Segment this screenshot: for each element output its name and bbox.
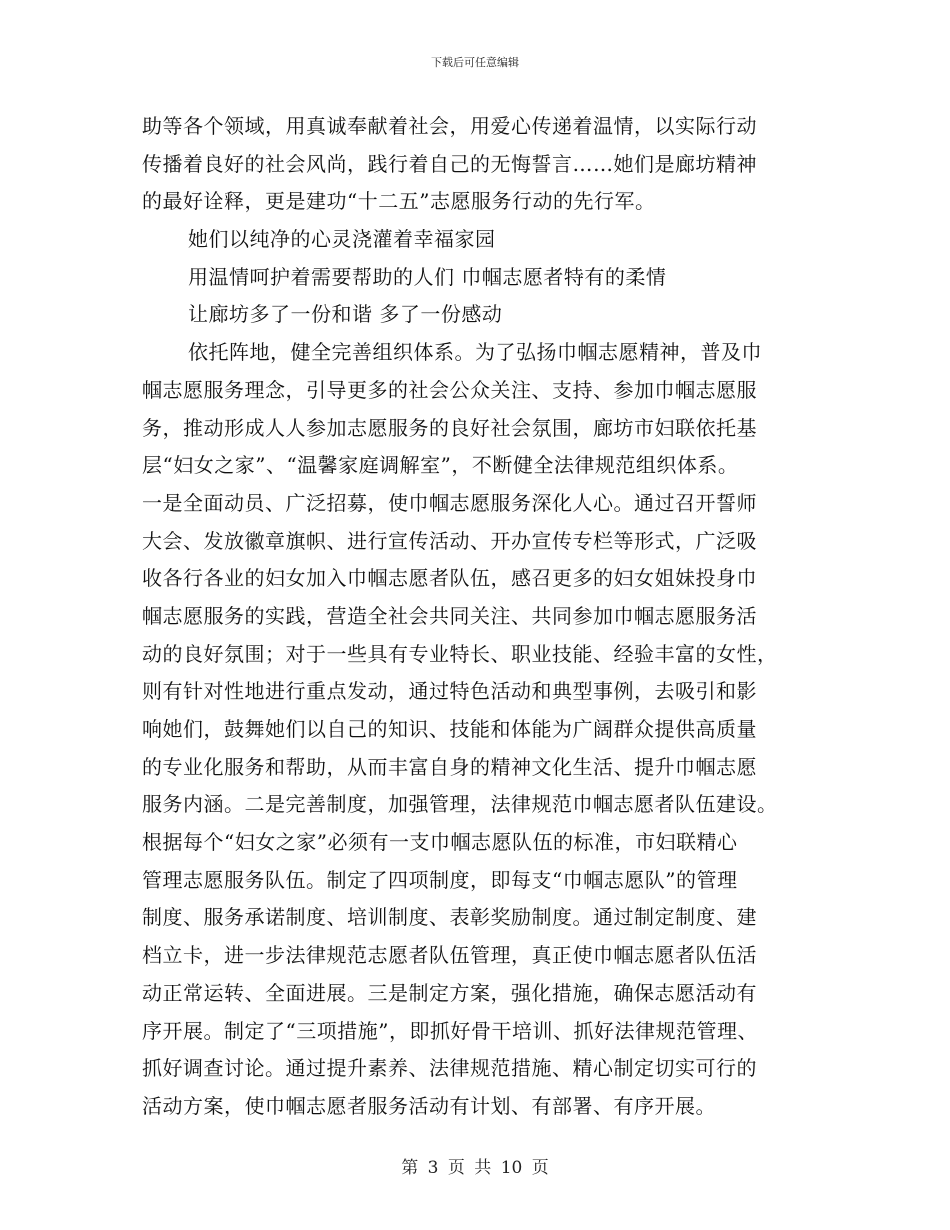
- page-header: 下载后可任意编辑: [431, 56, 519, 69]
- text-line: 动正常运转、全面进展。三是制定方案，强化措施，确保志愿活动有: [142, 980, 757, 1005]
- text-line: 则有针对性地进行重点发动，通过特色活动和典型事例，去吸引和影: [142, 679, 757, 704]
- text-line: 响她们，鼓舞她们以自己的知识、技能和体能为广阔群众提供高质量: [142, 717, 757, 741]
- text-line: 根据每个“妇女之家”必须有一支巾帼志愿队伍的标准，市妇联精心: [142, 830, 738, 855]
- text-line: 她们以纯净的心灵浇灌着幸福家园: [188, 227, 496, 252]
- text-line: 让廊坊多了一份和谐 多了一份感动: [188, 302, 503, 327]
- page-footer: 第 3 页 共 10 页: [401, 1158, 549, 1178]
- text-line: 的专业化服务和帮助，从而丰富自身的精神文化生活、提升巾帼志愿: [142, 754, 757, 779]
- text-line: 大会、发放徽章旗帜、进行宣传活动、开办宣传专栏等形式，广泛吸: [142, 528, 757, 553]
- text-line: 的最好诠释，更是建功“十二五”志愿服务行动的先行军。: [142, 189, 656, 214]
- text-line: 抓好调查讨论。通过提升素养、法律规范措施、精心制定切实可行的: [142, 1056, 757, 1081]
- text-line: 传播着良好的社会风尚，践行着自己的无悔誓言……她们是廊坊精神: [142, 151, 757, 176]
- text-line: 制度、服务承诺制度、培训制度、表彰奖励制度。通过制定制度、建: [142, 905, 757, 930]
- text-line: 动的良好氛围；对于一些具有专业特长、职业技能、经验丰富的女性，: [142, 641, 778, 666]
- text-line: 助等各个领域，用真诚奉献着社会，用爱心传递着温情，以实际行动: [142, 114, 757, 138]
- text-line: 帼志愿服务的实践，营造全社会共同关注、共同参加巾帼志愿服务活: [142, 603, 757, 628]
- text-line: 档立卡，进一步法律规范志愿者队伍管理，真正使巾帼志愿者队伍活: [142, 943, 757, 968]
- text-line: 管理志愿服务队伍。制定了四项制度，即每支“巾帼志愿队”的管理: [142, 867, 738, 892]
- text-line: 帼志愿服务理念，引导更多的社会公众关注、支持、参加巾帼志愿服: [142, 377, 757, 402]
- text-line: 一是全面动员、广泛招募，使巾帼志愿服务深化人心。通过召开誓师: [142, 490, 757, 515]
- text-line: 序开展。制定了“三项措施”，即抓好骨干培训、抓好法律规范管理、: [142, 1018, 758, 1043]
- text-line: 务，推动形成人人参加志愿服务的良好社会氛围，廊坊市妇联依托基: [142, 415, 757, 440]
- text-line: 用温情呵护着需要帮助的人们 巾帼志愿者特有的柔情: [188, 264, 667, 289]
- text-line: 层“妇女之家”、“温馨家庭调解室”，不断健全法律规范组织体系。: [142, 453, 739, 478]
- text-line: 服务内涵。二是完善制度，加强管理，法律规范巾帼志愿者队伍建设。: [142, 792, 778, 817]
- document-body: [142, 108, 806, 1126]
- text-line: 收各行各业的妇女加入巾帼志愿者队伍，感召更多的妇女姐妹投身巾: [142, 566, 757, 591]
- text-line: 依托阵地，健全完善组织体系。为了弘扬巾帼志愿精神，普及巾: [188, 340, 762, 365]
- text-line: 活动方案，使巾帼志愿者服务活动有计划、有部署、有序开展。: [142, 1093, 716, 1118]
